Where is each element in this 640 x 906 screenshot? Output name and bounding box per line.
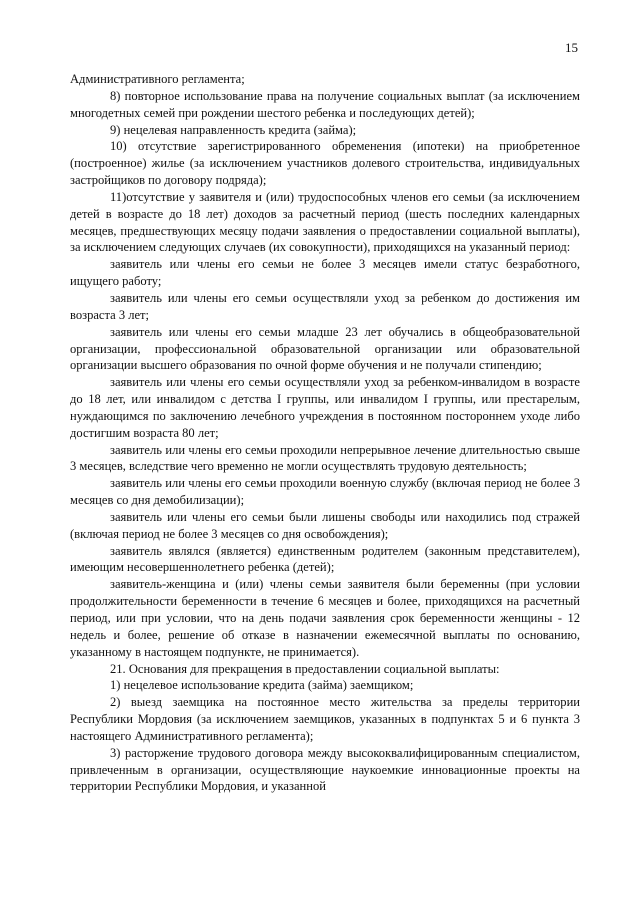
paragraph: заявитель или члены его семьи были лишены свободы или находились под стражей (включая период не более 3 месяцев со дня освобождения); xyxy=(70,509,580,541)
paragraph: 3) расторжение трудового договора между высококвалифицированным специалистом, привлеченным в организации, осуществляющие наукоемкие инновационные проекты на территории Республики Мордовия, и указанной xyxy=(70,745,580,794)
paragraph: 11)отсутствие у заявителя и (или) трудоспособных членов его семьи (за исключением детей в возрасте до 18 лет) доходов за расчетный период (шесть последних календарных месяцев, предшествующих месяцу подачи заявления о предоставлении социальной выплаты), за исключением следующих случаев (их совокупности), приходящихся на указанный период: xyxy=(70,189,580,255)
paragraph: заявитель или члены его семьи не более 3 месяцев имели статус безработного, ищущего работу; xyxy=(70,257,580,289)
paragraph: 9) нецелевая направленность кредита (займа); xyxy=(110,122,357,137)
paragraph: заявитель-женщина и (или) члены семьи заявителя были беременны (при условии продолжительности беременности в течение 6 месяцев и более, приходящихся на расчетный период, или при условии, что на день подачи заявления срок беременности женщины - 12 недель и более, решение об отказе в назначении ежемесячной выплаты по основанию, указанному в настоящем подпункте, не принимается). xyxy=(70,577,580,659)
paragraph: заявитель или члены его семьи осуществляли уход за ребенком до достижения им возраста 3 лет; xyxy=(70,290,580,322)
paragraph: 2) выезд заемщика на постоянное место жительства за пределы территории Республики Мордовия (за исключением заемщиков, указанных в подпунктах 5 и 6 пункта 3 настоящего Административного регламента); xyxy=(70,695,580,743)
page-number: 15 xyxy=(565,40,578,55)
paragraph: 10) отсутствие зарегистрированного обременения (ипотеки) на приобретенное (построенное) жилье (за исключением участников долевого строительства, индивидуальных застройщиков по договору подряда); xyxy=(70,139,580,188)
paragraph: заявитель или члены его семьи проходили военную службу (включая период не более 3 месяцев со дня демобилизации); xyxy=(70,476,580,508)
paragraph: заявитель или члены его семьи младше 23 лет обучались в общеобразовательной организации, профессиональной образовательной организации или образовательной организации высшего образования по очной форме обучения и не получали стипендию; xyxy=(70,324,580,373)
paragraph: Административного регламента; xyxy=(70,72,245,86)
paragraph: 1) нецелевое использование кредита (займа) заемщиком; xyxy=(110,678,414,693)
paragraph: 21. Основания для прекращения в предоставлении социальной выплаты: xyxy=(110,661,500,676)
paragraph: заявитель являлся (является) единственным родителем (законным представителем), имеющим несовершеннолетнего ребенка (детей); xyxy=(70,543,580,575)
paragraph: заявитель или члены его семьи проходили непрерывное лечение длительностью свыше 3 месяцев, вследствие чего временно не могли осуществлять трудовую деятельность; xyxy=(70,442,580,474)
paragraph: 8) повторное использование права на получение социальных выплат (за исключением многодетных семей при рождении шестого ребенка и последующих детей); xyxy=(70,88,580,120)
document-body xyxy=(70,71,580,795)
paragraph: заявитель или члены его семьи осуществляли уход за ребенком-инвалидом в возрасте до 18 лет, или инвалидом с детства I группы, или инвалидом I группы, или престарелым, нуждающимся по заключению лечебного учреждения в постоянном постороннем уходе либо достигшим возраста 80 лет; xyxy=(70,375,580,440)
